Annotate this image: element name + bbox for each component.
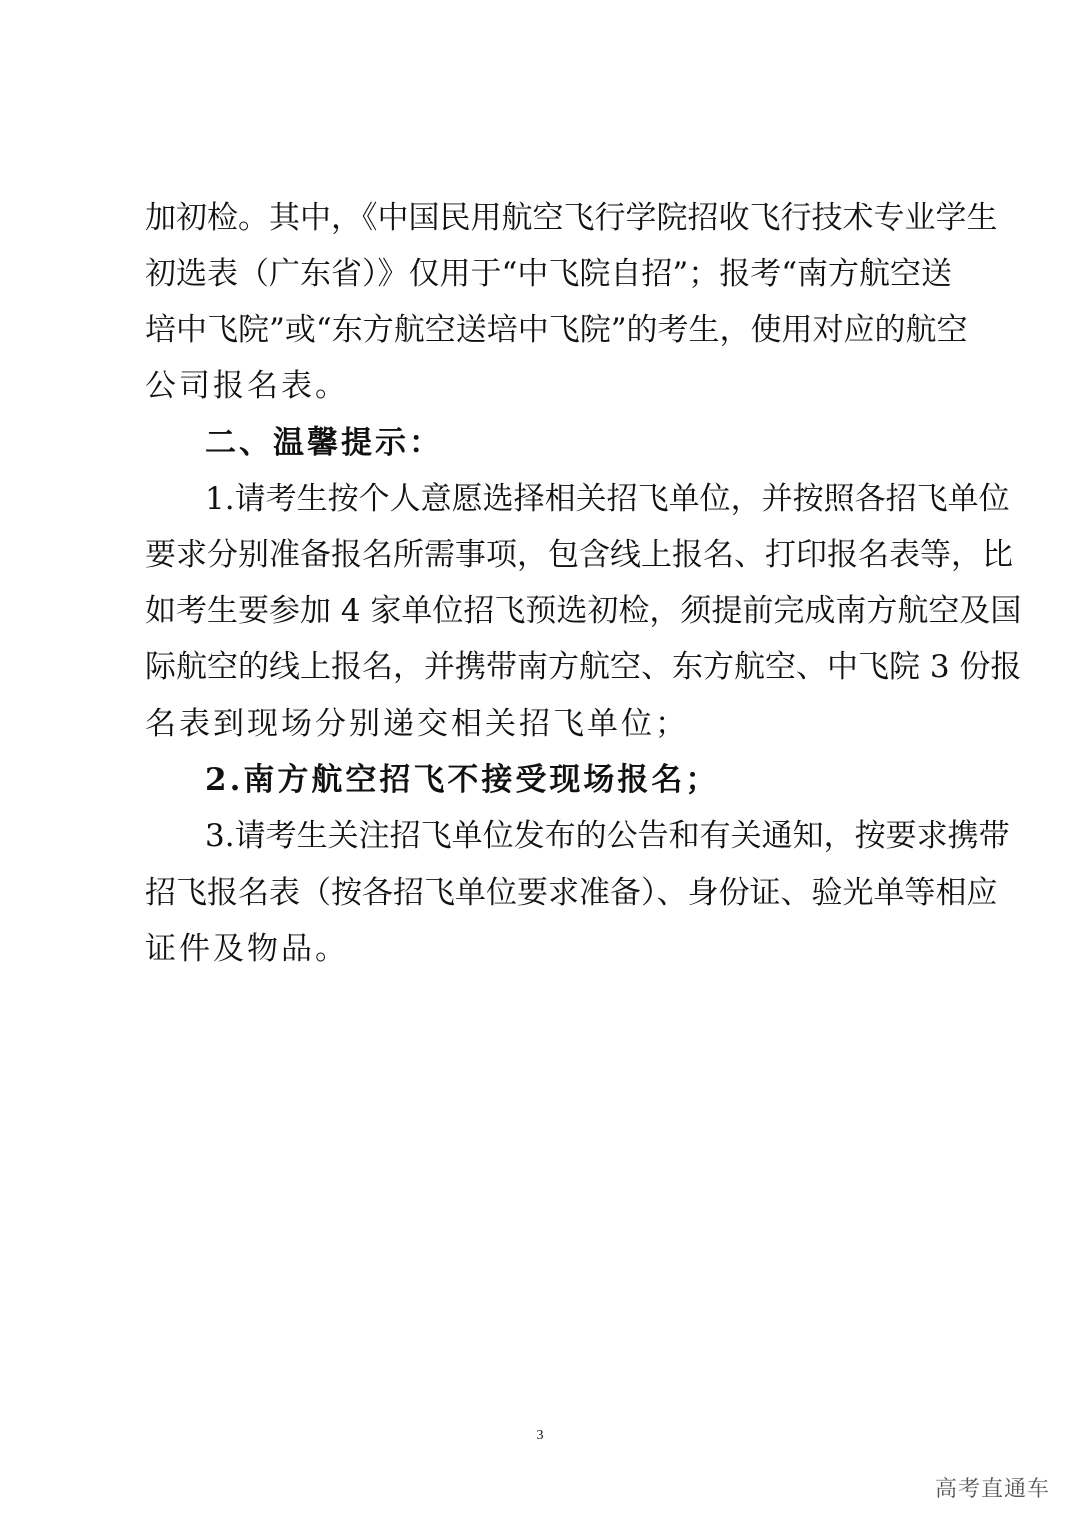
tip1-line-1: 1.请考生按个人意愿选择相关招飞单位，并按照各招飞单位	[205, 481, 1010, 517]
tip1-line-3: 如考生要参加 4 家单位招飞预选初检，须提前完成南方航空及国	[145, 593, 1022, 629]
tip1-line-2: 要求分别准备报名所需事项，包含线上报名、打印报名表等，比	[145, 537, 1013, 573]
page-number: 3	[536, 1428, 544, 1443]
watermark-text: 高考直通车	[934, 1477, 1050, 1502]
tip1-line-4: 际航空的线上报名，并携带南方航空、东方航空、中飞院 3 份报	[145, 649, 1022, 685]
tip3-line-3: 证件及物品。	[145, 931, 349, 967]
tip3-line-1: 3.请考生关注招飞单位发布的公告和有关通知，按要求携带	[205, 818, 1010, 854]
tip1-line-5: 名表到现场分别递交相关招飞单位；	[145, 706, 689, 742]
intro-line-3: 培中飞院”或“东方航空送培中飞院”的考生，使用对应的航空	[145, 312, 968, 348]
intro-line-4: 公司报名表。	[145, 368, 349, 404]
intro-line-2: 初选表（广东省）》仅用于“中飞院自招”；报考“南方航空送	[145, 256, 953, 292]
section-heading: 二、温馨提示：	[205, 425, 443, 461]
tip3-line-2: 招飞报名表（按各招飞单位要求准备）、身份证、验光单等相应	[145, 875, 998, 911]
intro-line-1: 加初检。其中，《中国民用航空飞行学院招收飞行技术专业学生	[145, 200, 998, 236]
tip2-line: 2.南方航空招飞不接受现场报名；	[205, 762, 720, 798]
